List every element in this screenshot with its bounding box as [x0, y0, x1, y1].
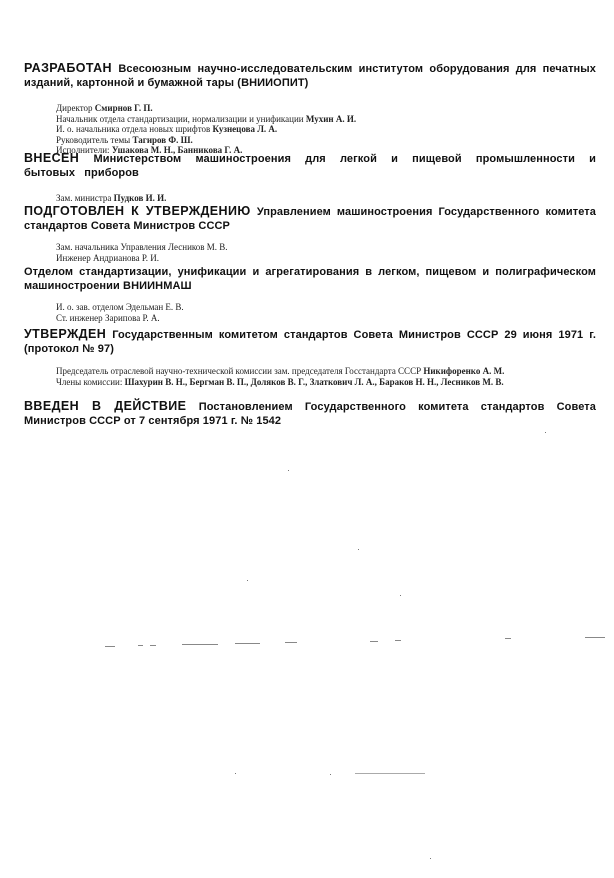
section-enacted — [24, 399, 596, 428]
person-line: Члены комиссии: Шахурин В. Н., Бергман В. П., Доляков В. Г., Златкович Л. А., Бараков Н. Н., Лесников М. В. — [56, 376, 504, 387]
scan-noise — [545, 432, 546, 433]
section-text: Отделом стандартизации, унификации и агрегатирования в легком, пищевом и полиграфическом машиностроении ВНИИНМАШ — [24, 266, 596, 292]
scan-noise — [395, 640, 401, 641]
scan-noise — [105, 646, 115, 647]
person-line: Зам. начальника Управления Лесников М. В. — [56, 242, 228, 252]
scan-noise — [150, 645, 156, 646]
section-text: Государственным комитетом стандартов Совета Министров СССР 29 июня 1971 г. (протокол № 97) — [24, 329, 597, 355]
section-heading — [24, 61, 596, 90]
people-list — [56, 103, 596, 156]
scan-noise — [370, 641, 378, 642]
person-line: Инженер Андрианова Р. И. — [56, 252, 160, 263]
section-heading — [24, 151, 596, 180]
person-line: Исполнители: Ушакова М. Н., Банникова Г. А. — [56, 145, 243, 155]
section-prepared — [24, 204, 596, 263]
person-line: И. о. начальника отдела новых шрифтов Кузнецова Л. А. — [56, 124, 278, 134]
scan-noise — [138, 645, 143, 646]
scan-noise — [585, 637, 605, 638]
scan-noise — [288, 470, 289, 471]
section-submitted — [24, 151, 596, 204]
person-line: Председатель отраслевой научно-технической комиссии зам. председателя Госстандарта СССР Никифоренко А. М. — [56, 366, 505, 376]
scan-noise — [400, 595, 401, 596]
section-text: Министерством машиностроения для легкой и пищевой промышленности и бытовых приборов — [24, 153, 597, 179]
people-list — [56, 242, 596, 263]
person-line: Руководитель темы Тагиров Ф. Ш. — [56, 134, 193, 145]
person-line: Начальник отдела стандартизации, нормализации и унификации Мухин А. И. — [56, 113, 357, 124]
section-keyword: УТВЕРЖДЕН — [24, 327, 107, 341]
section-text: Управлением машиностроения Государственного комитета стандартов Совета Министров СССР — [24, 206, 597, 232]
person-line: И. о. зав. отделом Эдельман Е. В. — [56, 302, 184, 312]
scan-noise — [182, 644, 218, 645]
people-list — [56, 302, 596, 323]
scan-noise — [235, 643, 260, 644]
scan-noise — [235, 773, 236, 774]
section-keyword: РАЗРАБОТАН — [24, 61, 112, 75]
people-list — [56, 366, 596, 387]
scan-noise — [430, 858, 431, 859]
section-heading — [24, 204, 596, 233]
scan-noise — [505, 638, 511, 639]
section-heading — [24, 399, 596, 428]
section-heading — [24, 265, 596, 293]
section-heading — [24, 327, 596, 356]
section-developed — [24, 61, 596, 156]
person-line: Ст. инженер Зарипова Р. А. — [56, 312, 160, 323]
section-text: Постановлением Государственного комитета стандартов Совета Министров СССР от 7 сентября 1971 г. № 1542 — [24, 401, 596, 427]
section-department — [24, 265, 596, 323]
person-line: Директор Смирнов Г. П. — [56, 103, 153, 113]
scan-noise — [330, 774, 331, 775]
section-keyword: ВНЕСЕН — [24, 151, 80, 165]
person-line: Зам. министра Пудков И. И. — [56, 193, 167, 203]
section-text: Всесоюзным научно-исследовательским институтом оборудования для печатных изданий, картонной и бумажной тары (ВНИИОПИТ) — [24, 63, 597, 89]
section-keyword: ВВЕДЕН В ДЕЙСТВИЕ — [24, 399, 187, 413]
scan-noise — [355, 773, 425, 774]
section-keyword: ПОДГОТОВЛЕН К УТВЕРЖДЕНИЮ — [24, 204, 251, 218]
people-list — [56, 193, 596, 204]
section-approved — [24, 327, 596, 387]
scan-noise — [285, 642, 297, 643]
scan-noise — [358, 549, 359, 550]
scan-noise — [247, 580, 248, 581]
